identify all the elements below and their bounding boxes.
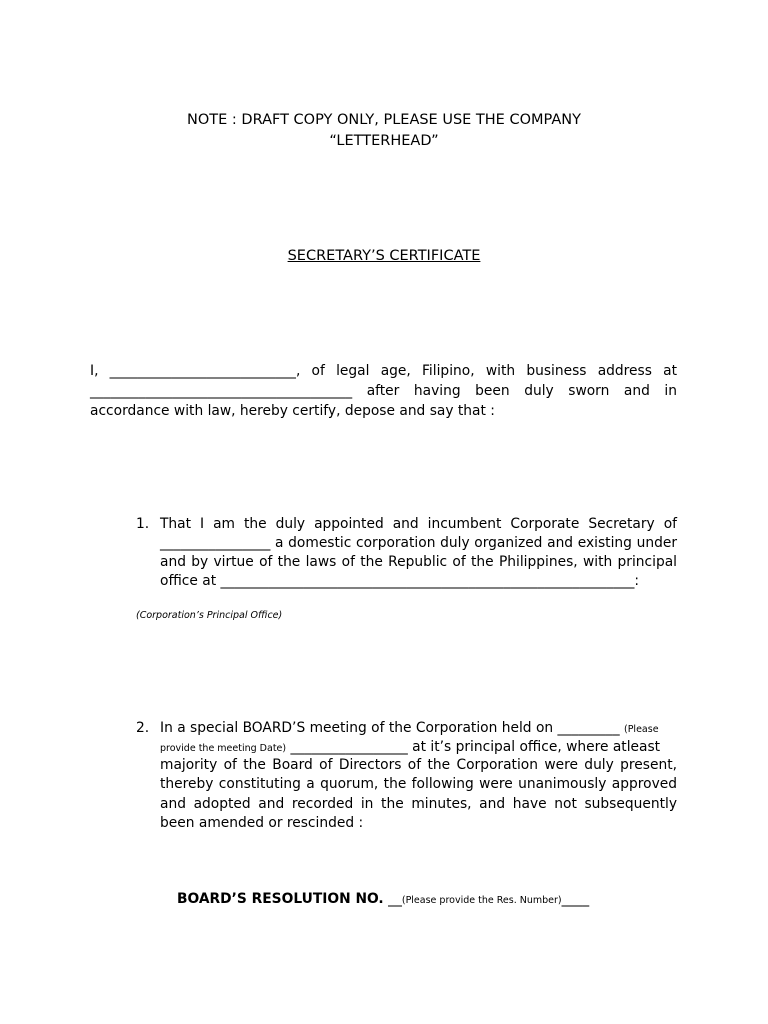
intro-line-2: ______________________________________ after having been duly sworn and in: [90, 383, 677, 399]
item-2-line-6: been amended or rescinded :: [160, 815, 364, 831]
item-2-line-2-text: _________________ at it’s principal office, where atleast: [290, 739, 661, 755]
item-2-line-1-text: In a special BOARD’S meeting of the Corporation held on _________: [160, 720, 620, 736]
item-2-number: 2.: [136, 720, 150, 736]
item-1-line-4: office at ____________________________________________________________:: [160, 573, 640, 589]
item-1-line-1: That I am the duly appointed and incumbent Corporate Secretary of: [160, 516, 677, 532]
item-1-number: 1.: [136, 516, 150, 532]
resolution-blank-prefix: __: [388, 891, 402, 907]
item-1-line-3: and by virtue of the laws of the Republic of the Philippines, with principal: [160, 554, 677, 570]
board-resolution-line: [177, 889, 589, 911]
draft-note-line-1: NOTE : DRAFT COPY ONLY, PLEASE USE THE COMPANY: [187, 112, 581, 128]
certificate-title: SECRETARY’S CERTIFICATE: [287, 248, 481, 264]
meeting-date-hint-start: (Please: [624, 724, 659, 735]
principal-office-caption: (Corporation’s Principal Office): [136, 610, 283, 621]
resolution-label: BOARD’S RESOLUTION NO.: [177, 891, 384, 907]
resolution-blank-suffix: ____: [561, 891, 590, 907]
item-2-line-5: and adopted and recorded in the minutes, and have not subsequently: [160, 796, 677, 812]
intro-line-3: accordance with law, hereby certify, depose and say that :: [90, 403, 495, 419]
intro-line-1: I, ___________________________, of legal age, Filipino, with business address at: [90, 363, 677, 379]
item-2-line-3: majority of the Board of Directors of the Corporation were duly present,: [160, 757, 677, 773]
resolution-number-hint: (Please provide the Res. Number): [401, 895, 562, 906]
item-1-line-2: ________________ a domestic corporation duly organized and existing under: [160, 535, 677, 551]
item-2-line-4: thereby constituting a quorum, the following were unanimously approved: [160, 776, 677, 792]
meeting-date-hint-end: provide the meeting Date): [160, 743, 287, 754]
draft-note-line-2: “LETTERHEAD”: [329, 133, 439, 149]
